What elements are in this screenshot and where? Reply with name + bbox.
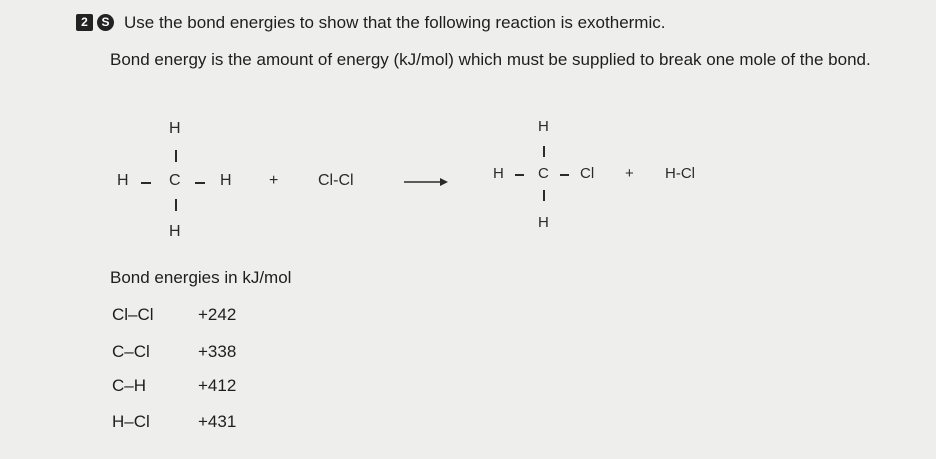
- plus-sign: +: [625, 165, 634, 182]
- bond-name: C–Cl: [112, 342, 150, 361]
- methane-h-bottom: H: [169, 223, 181, 240]
- bond-value: +242: [198, 305, 237, 324]
- hydrogen-chloride: H-Cl: [665, 165, 695, 182]
- bond-energy-definition: Bond energy is the amount of energy (kJ/mol) which must be supplied to break one mole of the bond.: [110, 50, 871, 69]
- chloromethane-carbon: C: [538, 165, 549, 182]
- bond-name: C–H: [112, 376, 147, 395]
- chloromethane-h-left: H: [493, 165, 504, 182]
- bond-line: [560, 174, 569, 176]
- chlorine-molecule: Cl-Cl: [318, 172, 354, 189]
- chloromethane-h-bottom: H: [538, 214, 549, 231]
- chloromethane-h-top: H: [538, 118, 549, 135]
- question-number-badge: 2: [76, 14, 93, 31]
- methane-h-right: H: [220, 172, 232, 189]
- plus-sign: +: [269, 172, 279, 189]
- bond-name: Cl–Cl: [112, 305, 154, 324]
- question-text: Use the bond energies to show that the following reaction is exothermic.: [124, 13, 666, 32]
- methane-h-top: H: [169, 120, 181, 137]
- table-heading: Bond energies in kJ/mol: [110, 268, 292, 287]
- methane-carbon: C: [169, 172, 181, 189]
- bond-line: [195, 182, 205, 184]
- bond-line: [543, 146, 545, 157]
- skills-icon: S: [97, 14, 114, 31]
- bond-name: H–Cl: [112, 412, 150, 431]
- bond-line: [175, 150, 177, 162]
- bond-line: [175, 199, 177, 211]
- bond-value: +431: [198, 412, 237, 431]
- bond-line: [141, 182, 151, 184]
- methane-h-left: H: [117, 172, 129, 189]
- chloromethane-cl: Cl: [580, 165, 595, 182]
- bond-value: +412: [198, 376, 237, 395]
- bond-line: [543, 190, 545, 201]
- reaction-arrow-icon: [404, 176, 448, 188]
- bond-line: [515, 174, 524, 176]
- bond-value: +338: [198, 342, 237, 361]
